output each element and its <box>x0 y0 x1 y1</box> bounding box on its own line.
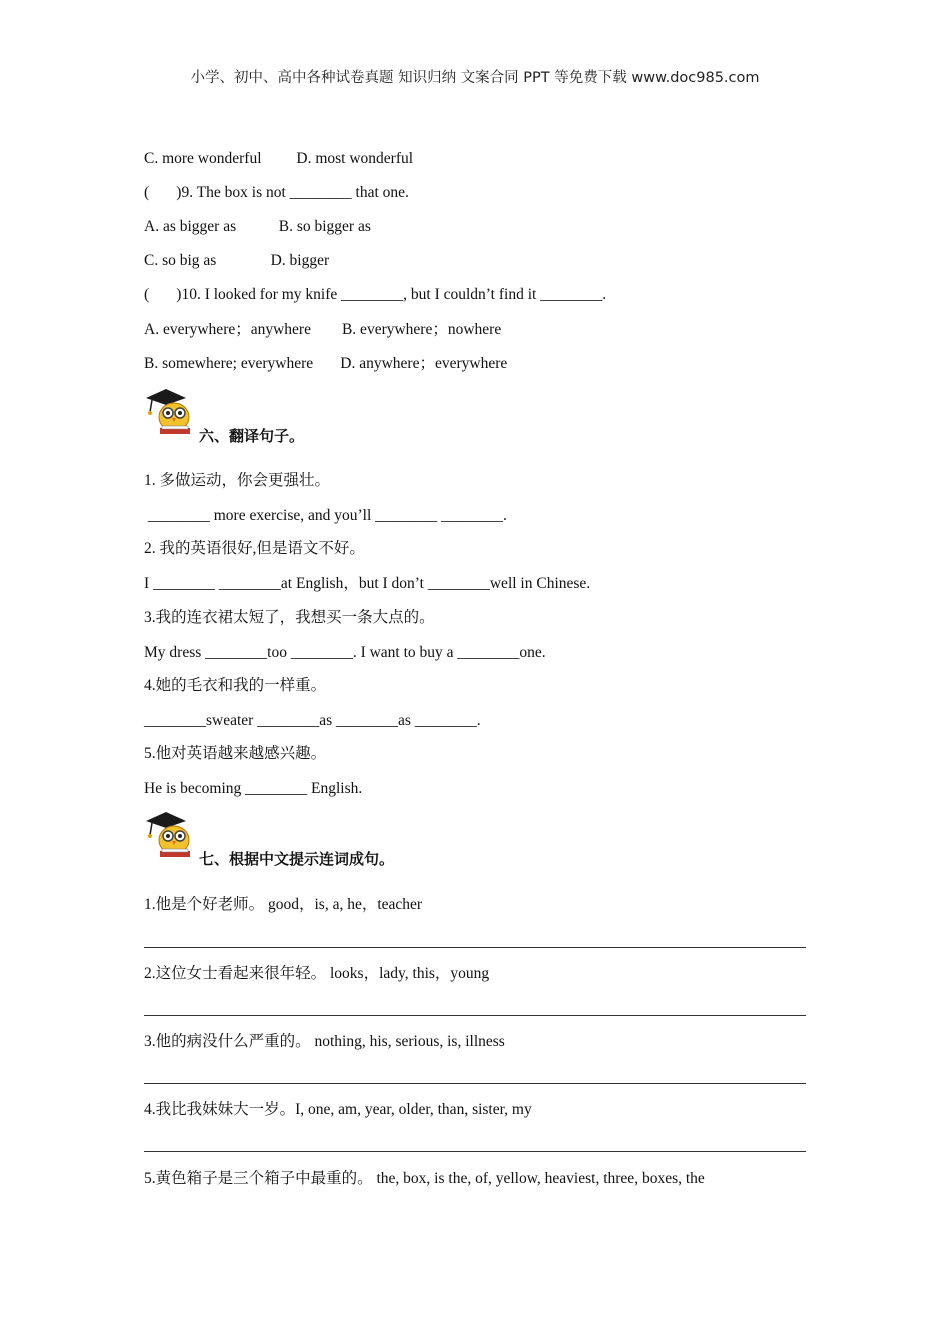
word-order-item: 5.黄色箱子是三个箱子中最重的。 the, box, is the, of, yellow, heaviest, three, boxes, the <box>144 1170 705 1187</box>
section-6-title: 六、翻译句子。 <box>199 427 305 445</box>
translate-blank-line: ________sweater ________as ________as ________. <box>144 712 481 729</box>
word-order-item: 3.他的病没什么严重的。 nothing, his, serious, is, illness <box>144 1033 505 1050</box>
owl-scholar-icon <box>142 386 196 438</box>
translate-prompt: 1. 多做运动，你会更强壮。 <box>144 472 331 489</box>
translate-prompt: 4.她的毛衣和我的一样重。 <box>144 677 327 694</box>
translate-blank-line: My dress ________too ________. I want to buy a ________one. <box>144 644 546 661</box>
option-line: A. as bigger as B. so bigger as <box>144 218 371 235</box>
owl-scholar-icon <box>142 809 196 861</box>
word-order-item: 1.他是个好老师。 good，is, a, he，teacher <box>144 896 423 913</box>
answer-line <box>144 1083 806 1084</box>
translate-prompt: 3.我的连衣裙太短了，我想买一条大点的。 <box>144 609 435 626</box>
word-order-item: 4.我比我妹妹大一岁。I, one, am, year, older, than, sister, my <box>144 1101 532 1118</box>
option-line: C. so big as D. bigger <box>144 252 330 269</box>
translate-blank-line: He is becoming ________ English. <box>144 780 363 797</box>
question-9: ( )9. The box is not ________ that one. <box>144 184 409 201</box>
answer-line <box>144 1151 806 1152</box>
answer-line <box>144 947 806 948</box>
translate-prompt: 2. 我的英语很好,但是语文不好。 <box>144 540 365 557</box>
translate-blank-line: ________ more exercise, and you’ll ________ ________. <box>144 507 507 524</box>
option-line: B. somewhere; everywhere D. anywhere；everywhere <box>144 355 508 372</box>
translate-prompt: 5.他对英语越来越感兴趣。 <box>144 745 327 762</box>
page-header: 小学、初中、高中各种试卷真题 知识归纳 文案合同 PPT 等免费下载 www.doc985.com <box>190 70 760 86</box>
option-line: A. everywhere；anywhere B. everywhere；nowhere <box>144 321 502 338</box>
section-7-title: 七、根据中文提示连词成句。 <box>199 850 395 868</box>
question-10: ( )10. I looked for my knife ________, but I couldn’t find it ________. <box>144 286 607 303</box>
option-line: C. more wonderful D. most wonderful <box>144 150 414 167</box>
answer-line <box>144 1015 806 1016</box>
translate-blank-line: I ________ ________at English，but I don’t ________well in Chinese. <box>144 575 591 592</box>
word-order-item: 2.这位女士看起来很年轻。 looks，lady, this，young <box>144 965 490 982</box>
